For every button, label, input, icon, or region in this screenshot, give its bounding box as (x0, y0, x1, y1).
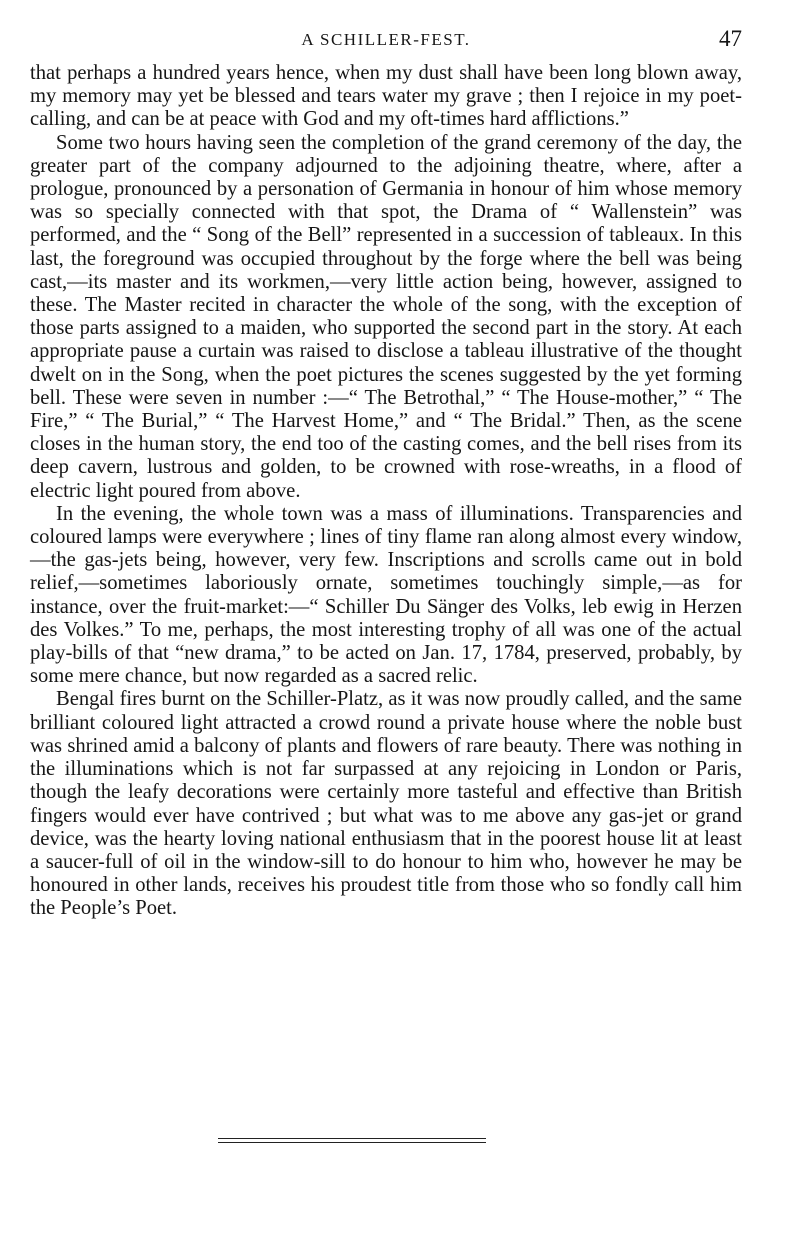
running-title: A SCHILLER-FEST. (301, 30, 471, 49)
book-page (30, 26, 742, 1226)
closing-double-rule (218, 1138, 486, 1146)
paragraph-tableaux: Some two hours having seen the completion of the grand ceremony of the day, the greater part of the company adjourned to the adjoining theatre, where, after a prologue, pronounced by a personation of Germania in honour of him whose memory was so specially connected with that spot, the Drama of “ Wallenstein” was performed, and the “ Song of the Bell” represented in a succession of tableaux. In this last, the foreground was occupied throughout by the forge where the bell was being cast,—its master and its workmen,—very little action being, however, assigned to these. The Master recited in character the whole of the song, with the exception of those parts assigned to a maiden, who supported the second part in the story. At each appropriate pause a curtain was raised to disclose a tableau illustrative of the thought dwelt on in the Song, when the poet pictures the scenes suggested by the yet forming bell. These were seven in number :—“ The Betrothal,” “ The House-mother,” “ The Fire,” “ The Burial,” “ The Harvest Home,” and “ The Bridal.” Then, as the scene closes in the human story, the end too of the casting comes, and the bell rises from its deep cavern, lustrous and golden, to be crowned with rose-wreaths, in a flood of electric light poured from above. (30, 131, 742, 502)
rule-line-bottom (218, 1142, 486, 1143)
running-head (30, 26, 742, 62)
rule-line-top (218, 1138, 486, 1139)
paragraph-illuminations: In the evening, the whole town was a mass of illuminations. Transparencies and coloured lamps were everywhere ; lines of tiny flame ran along almost every window,—the gas-jets being, however, very few. Inscriptions and scrolls came out in bold relief,—sometimes laboriously ornate, sometimes touchingly simple,—as for instance, over the fruit-market:—“ Schiller Du Sänger des Volks, leb ewig in Herzen des Volkes.” To me, perhaps, the most interesting trophy of all was one of the actual play-bills of that “new drama,” to be acted on Jan. 17, 1784, preserved, probably, by some mere chance, but now regarded as a sacred relic. (30, 502, 742, 688)
paragraph-bengal-fires: Bengal fires burnt on the Schiller-Platz, as it was now proudly called, and the same brilliant coloured light attracted a crowd round a private house where the noble bust was shrined amid a balcony of plants and flowers of rare beauty. There was nothing in the illuminations which is not far surpassed at any rejoicing in London or Paris, though the leafy decorations were certainly more tasteful and effective than British fingers would ever have contrived ; but what was to me above any gas-jet or grand device, was the hearty loving national enthusiasm that in the poorest house lit at least a saucer-full of oil in the window-sill to do honour to him who, however he may be honoured in other lands, receives his proudest title from those who so fondly call him the People’s Poet. (30, 688, 742, 920)
body-text (30, 62, 742, 921)
page-number: 47 (719, 26, 742, 51)
paragraph-continuation: that perhaps a hundred years hence, when my dust shall have been long blown away, my memory may yet be blessed and tears water my grave ; then I rejoice in my poet-calling, and can be at peace with God and my oft-times hard afflictions.” (30, 62, 742, 131)
